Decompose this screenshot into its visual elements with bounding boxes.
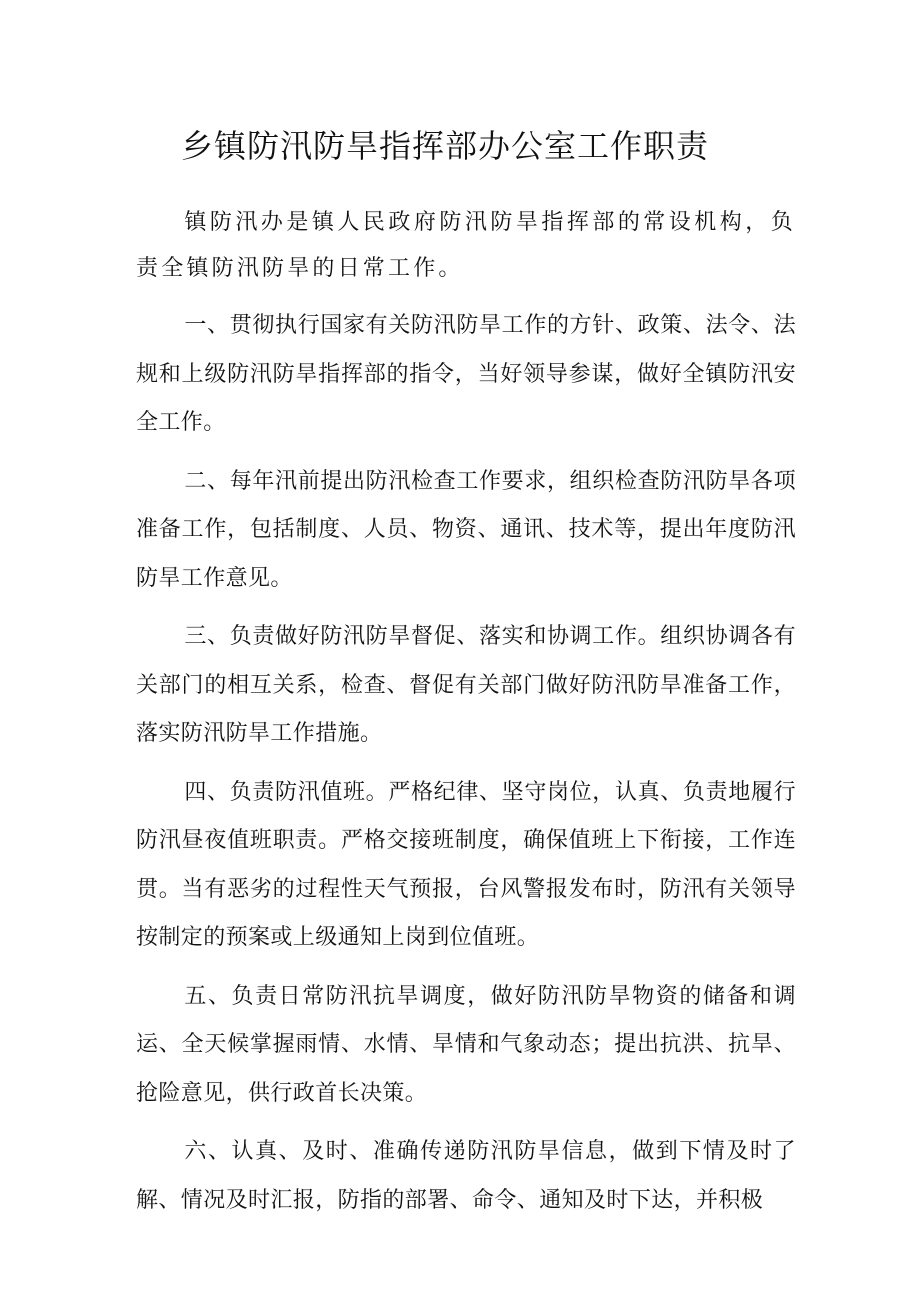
duty-item-1: 一、贯彻执行国家有关防汛防旱工作的方针、政策、法令、法规和上级防汛防旱指挥部的指令，当好领导参谋，做好全镇防汛安全工作。 [136, 313, 796, 435]
intro-paragraph: 镇防汛办是镇人民政府防汛防旱指挥部的常设机构，负责全镇防汛防旱的日常工作。 [136, 210, 796, 281]
duty-item-3: 三、负责做好防汛防旱督促、落实和协调工作。组织协调各有关部门的相互关系，检查、督促有关部门做好防汛防旱准备工作，落实防汛防旱工作措施。 [136, 624, 796, 746]
document-title: 乡镇防汛防旱指挥部办公室工作职责 [180, 127, 709, 165]
document-body [136, 200, 796, 1235]
duty-item-2: 二、每年汛前提出防汛检查工作要求，组织检查防汛防旱各项准备工作，包括制度、人员、物资、通讯、技术等，提出年度防汛防旱工作意见。 [136, 468, 796, 591]
duty-item-5: 五、负责日常防汛抗旱调度，做好防汛防旱物资的储备和调运、全天候掌握雨情、水情、旱情和气象动态；提出抗洪、抗旱、抢险意见，供行政首长决策。 [136, 983, 796, 1106]
duty-item-6: 六、认真、及时、准确传递防汛防旱信息，做到下情及时了解、情况及时汇报，防指的部署、命令、通知及时下达，并积极 [136, 1139, 796, 1213]
duty-item-4: 四、负责防汛值班。严格纪律、坚守岗位，认真、负责地履行防汛昼夜值班职责。严格交接班制度，确保值班上下衔接，工作连贯。当有恶劣的过程性天气预报，台风警报发布时，防汛有关领导按制定的预案或上级通知上岗到位值班。 [136, 779, 796, 950]
